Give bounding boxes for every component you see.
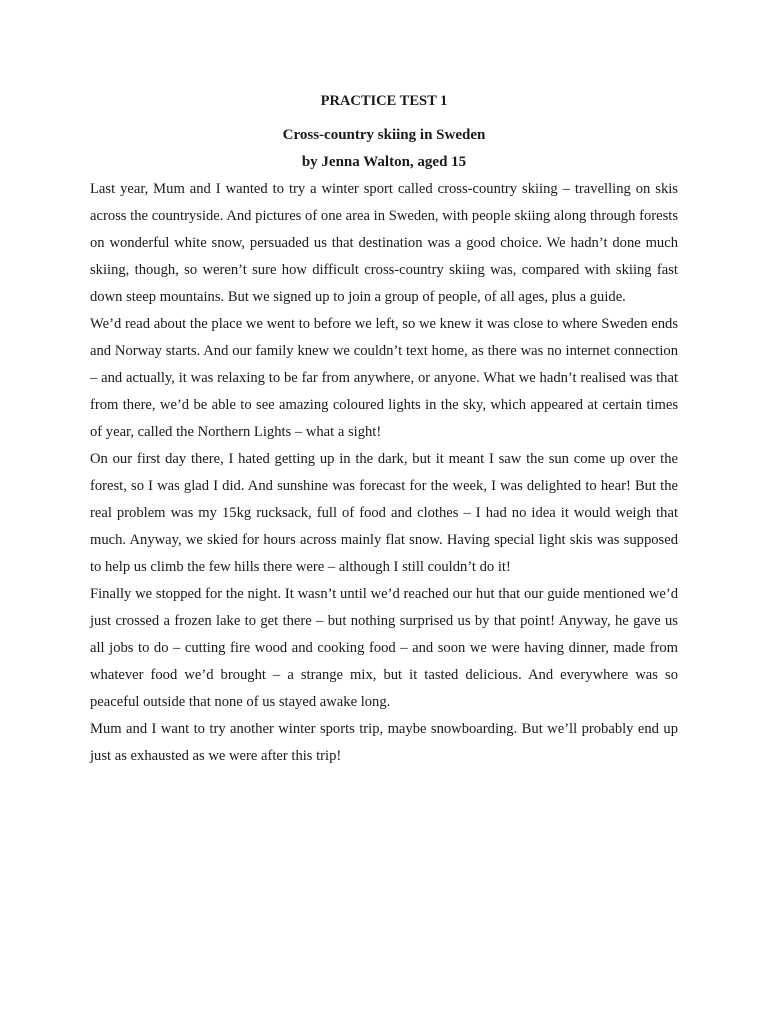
paragraph-5: Mum and I want to try another winter sports trip, maybe snowboarding. But we’ll probably end up just as exhausted as we were after this trip!: [90, 721, 678, 764]
byline: by Jenna Walton, aged 15: [301, 154, 467, 170]
paragraph-2: We’d read about the place we went to before we left, so we knew it was close to where Sweden ends and Norway starts. And our family knew we couldn’t text home, as there was no internet connection – and actually, it was relaxing to be far from anywhere, or anyone. What we hadn’t realised was that from there, we’d be able to see amazing coloured lights in the sky, which appeared at certain times of year, called the Northern Lights – what a sight!: [90, 316, 678, 440]
paragraph-1: Last year, Mum and I wanted to try a winter sport called cross-country skiing – travelling on skis across the countryside. And pictures of one area in Sweden, with people skiing along through forests on wonderful white snow, persuaded us that destination was a good choice. We hadn’t done much skiing, though, so weren’t sure how difficult cross-country skiing was, compared with skiing fast down steep mountains. But we signed up to join a group of people, of all ages, plus a guide.: [90, 181, 678, 305]
test-title: PRACTICE TEST 1: [320, 93, 448, 109]
document-page: [90, 86, 678, 770]
paragraph-3: On our first day there, I hated getting up in the dark, but it meant I saw the sun come up over the forest, so I was glad I did. And sunshine was forecast for the week, I was delighted to hear! But the real problem was my 15kg rucksack, full of food and clothes – I had no idea it would weigh that much. Anyway, we skied for hours across mainly flat snow. Having special light skis was supposed to help us climb the few hills there were – although I still couldn’t do it!: [90, 451, 678, 575]
paragraph-4: Finally we stopped for the night. It wasn’t until we’d reached our hut that our guide mentioned we’d just crossed a frozen lake to get there – but nothing surprised us by that point! Anyway, he gave us all jobs to do – cutting fire wood and cooking food – and soon we were having dinner, made from whatever food we’d brought – a strange mix, but it tasted delicious. And everywhere was so peaceful outside that none of us stayed awake long.: [90, 586, 678, 710]
article-title: Cross-country skiing in Sweden: [282, 127, 486, 143]
